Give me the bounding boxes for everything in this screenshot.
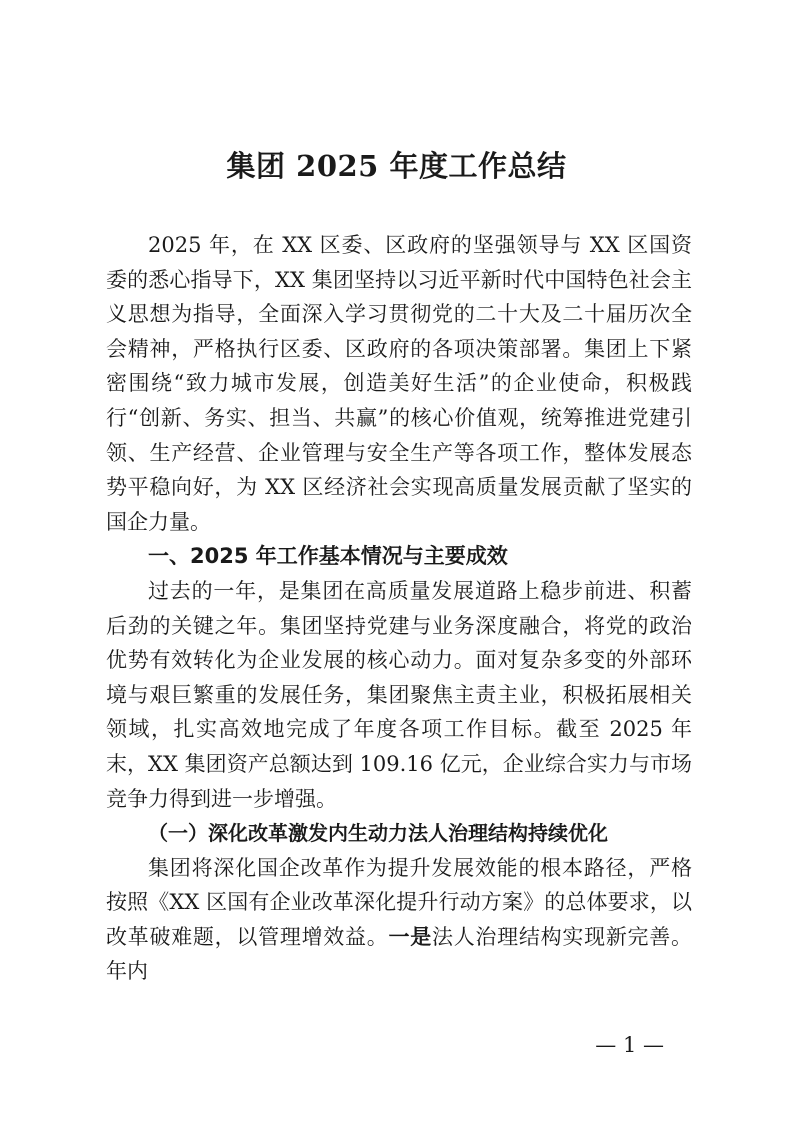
document-body [106,228,692,989]
subsection-bold-lead: 一是 [388,923,432,949]
subsection-paragraph [106,851,692,989]
subsection-paragraph-end: 法人治理结构实现新完善。年内 [106,924,693,984]
page-number: — 1 — [595,1033,664,1057]
subsection-paragraph-start: 集团将深化国企改革作为提升发展效能的根本路径，严格按照《XX 区国有企业改革深化提升行动方案》的总体要求，以改革破难题，以管理增效益。 [106,855,692,949]
intro-paragraph: 2025 年，在 XX 区委、区政府的坚强领导与 XX 区国资委的悉心指导下，XX 集团坚持以习近平新时代中国特色社会主义思想为指导，全面深入学习贯彻党的二十大及二十届历次全会精神，严格执行区委、区政府的各项决策部署。集团上下紧密围绕“致力城市发展，创造美好生活”的企业使命，积极践行“创新、务实、担当、共赢”的核心价值观，统筹推进党建引领、生产经营、企业管理与安全生产等各项工作，整体发展态势平稳向好，为 XX 区经济社会实现高质量发展贡献了坚实的国企力量。 [106,233,692,534]
section-paragraph: 过去的一年，是集团在高质量发展道路上稳步前进、积蓄后劲的关键之年。集团坚持党建与业务深度融合，将党的政治优势有效转化为企业发展的核心动力。面对复杂多变的外部环境与艰巨繁重的发展任务，集团聚焦主责主业，积极拓展相关领域，扎实高效地完成了年度各项工作目标。截至 2025 年末，XX 集团资产总额达到 109.16 亿元，企业综合实力与市场竞争力得到进一步增强。 [106,578,692,811]
section-heading: 一、2025 年工作基本情况与主要成效 [148,544,508,569]
subsection-heading: （一）深化改革激发内生动力法人治理结构持续优化 [148,821,608,846]
document-title: 集团 2025 年度工作总结 [226,149,567,183]
